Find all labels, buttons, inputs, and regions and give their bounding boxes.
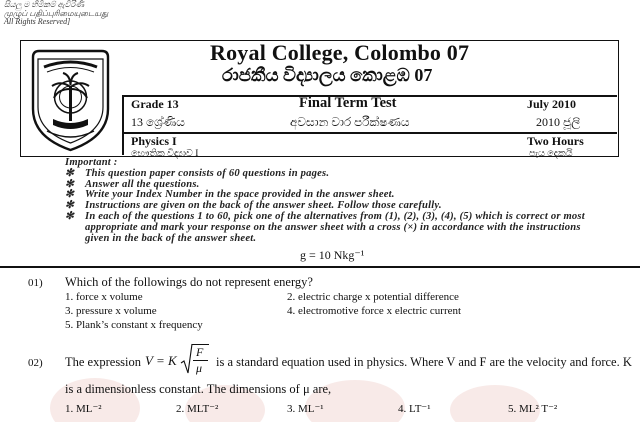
duration-sinhala: පැය දෙකයි: [529, 149, 573, 159]
question-1-option-4: 4. electromotive force x electric current: [287, 305, 462, 317]
formula-numerator: F: [196, 345, 204, 359]
bullet-icon: ✻: [65, 189, 75, 201]
school-name-sinhala: රාජකීය විද්‍යාලය කොළඹ 07: [222, 65, 433, 85]
date-sinhala: 2010 ජූලි: [536, 115, 581, 129]
question-2-text-middle: is a standard equation used in physics. Where V and F are the velocity and force. K: [216, 355, 632, 369]
bullet-icon: ✻: [65, 178, 75, 190]
subject-sinhala: භෞතික විද්‍යාව I: [131, 149, 199, 159]
question-1-option-2: 2. electric charge x potential difference: [287, 291, 459, 303]
question-2-text-end: is a dimensionless constant. The dimensions of μ are,: [65, 382, 332, 396]
instructions: [65, 158, 590, 244]
header-rule-left: [122, 95, 124, 155]
formula-lhs: V = K: [145, 353, 177, 368]
instruction-item: ✻ This question paper consists of 60 questions in pages.: [65, 167, 330, 179]
question-1-option-1: 1. force x volume: [65, 291, 143, 303]
instructions-heading: Important :: [65, 157, 118, 168]
bullet-icon: ✻: [65, 167, 75, 179]
instruction-item: ✻ Write your Index Number in the space provided in the answer sheet.: [65, 189, 395, 201]
school-name-english: Royal College, Colombo 07: [210, 40, 470, 65]
question-1-option-5: 5. Plank’s constant x frequency: [65, 319, 203, 331]
grade-sinhala: 13 ශ්‍රේණිය: [131, 115, 185, 129]
rights-english: All Rights Reserved]: [4, 17, 71, 26]
question-2-number: 02): [28, 357, 43, 369]
gravity-constant: g = 10 Nkg⁻¹: [300, 248, 365, 262]
question-2-option-3: 3. ML⁻¹: [287, 403, 324, 415]
question-1-option-3: 3. pressure x volume: [65, 305, 157, 317]
grade-english: Grade 13: [131, 97, 179, 111]
question-2-option-5: 5. ML² T⁻²: [508, 403, 558, 415]
instruction-item: ✻ Instructions are given on the back of the answer sheet. Follow those carefully.: [65, 200, 442, 212]
rights-tamil: முழுப் பதிப்புரிமையுடையது: [4, 8, 109, 18]
question-2-option-4: 4. LT⁻¹: [398, 403, 431, 415]
test-name-english: Final Term Test: [299, 95, 397, 111]
duration-english: Two Hours: [527, 134, 584, 148]
radical-sign-icon: [180, 343, 193, 375]
instruction-item: ✻ Answer all the questions.: [65, 178, 200, 190]
instruction-item: ✻ In each of the questions 1 to 60, pick one of the alternatives from (1), (2), (3), (4), (5) which is correct or most appropriate and mark your response on the answer sheet with a cross (×) in accordance with the instructions given in the back of the answer sheet.: [65, 210, 585, 244]
formula-denominator: μ: [196, 361, 203, 375]
question-1-number: 01): [28, 277, 43, 289]
college-crest-icon: [27, 47, 114, 153]
rights-sinhala: සියලු ම හිමිකම් ඇවිරිණි: [4, 0, 85, 9]
section-divider: [0, 266, 640, 268]
date-english: July 2010: [527, 97, 577, 111]
subject-english: Physics I: [131, 134, 177, 148]
question-1-text: Which of the followings do not represent energy?: [65, 275, 313, 289]
bullet-icon: ✻: [65, 210, 75, 222]
bullet-icon: ✻: [65, 200, 75, 212]
rights-notice: [4, 1, 108, 27]
test-name-sinhala: අවසාන වාර පරීක්ෂණය: [290, 115, 410, 129]
question-2-option-2: 2. MLT⁻²: [176, 403, 219, 415]
question-2-option-1: 1. ML⁻²: [65, 403, 102, 415]
question-2-text-intro: The expression: [65, 355, 142, 369]
